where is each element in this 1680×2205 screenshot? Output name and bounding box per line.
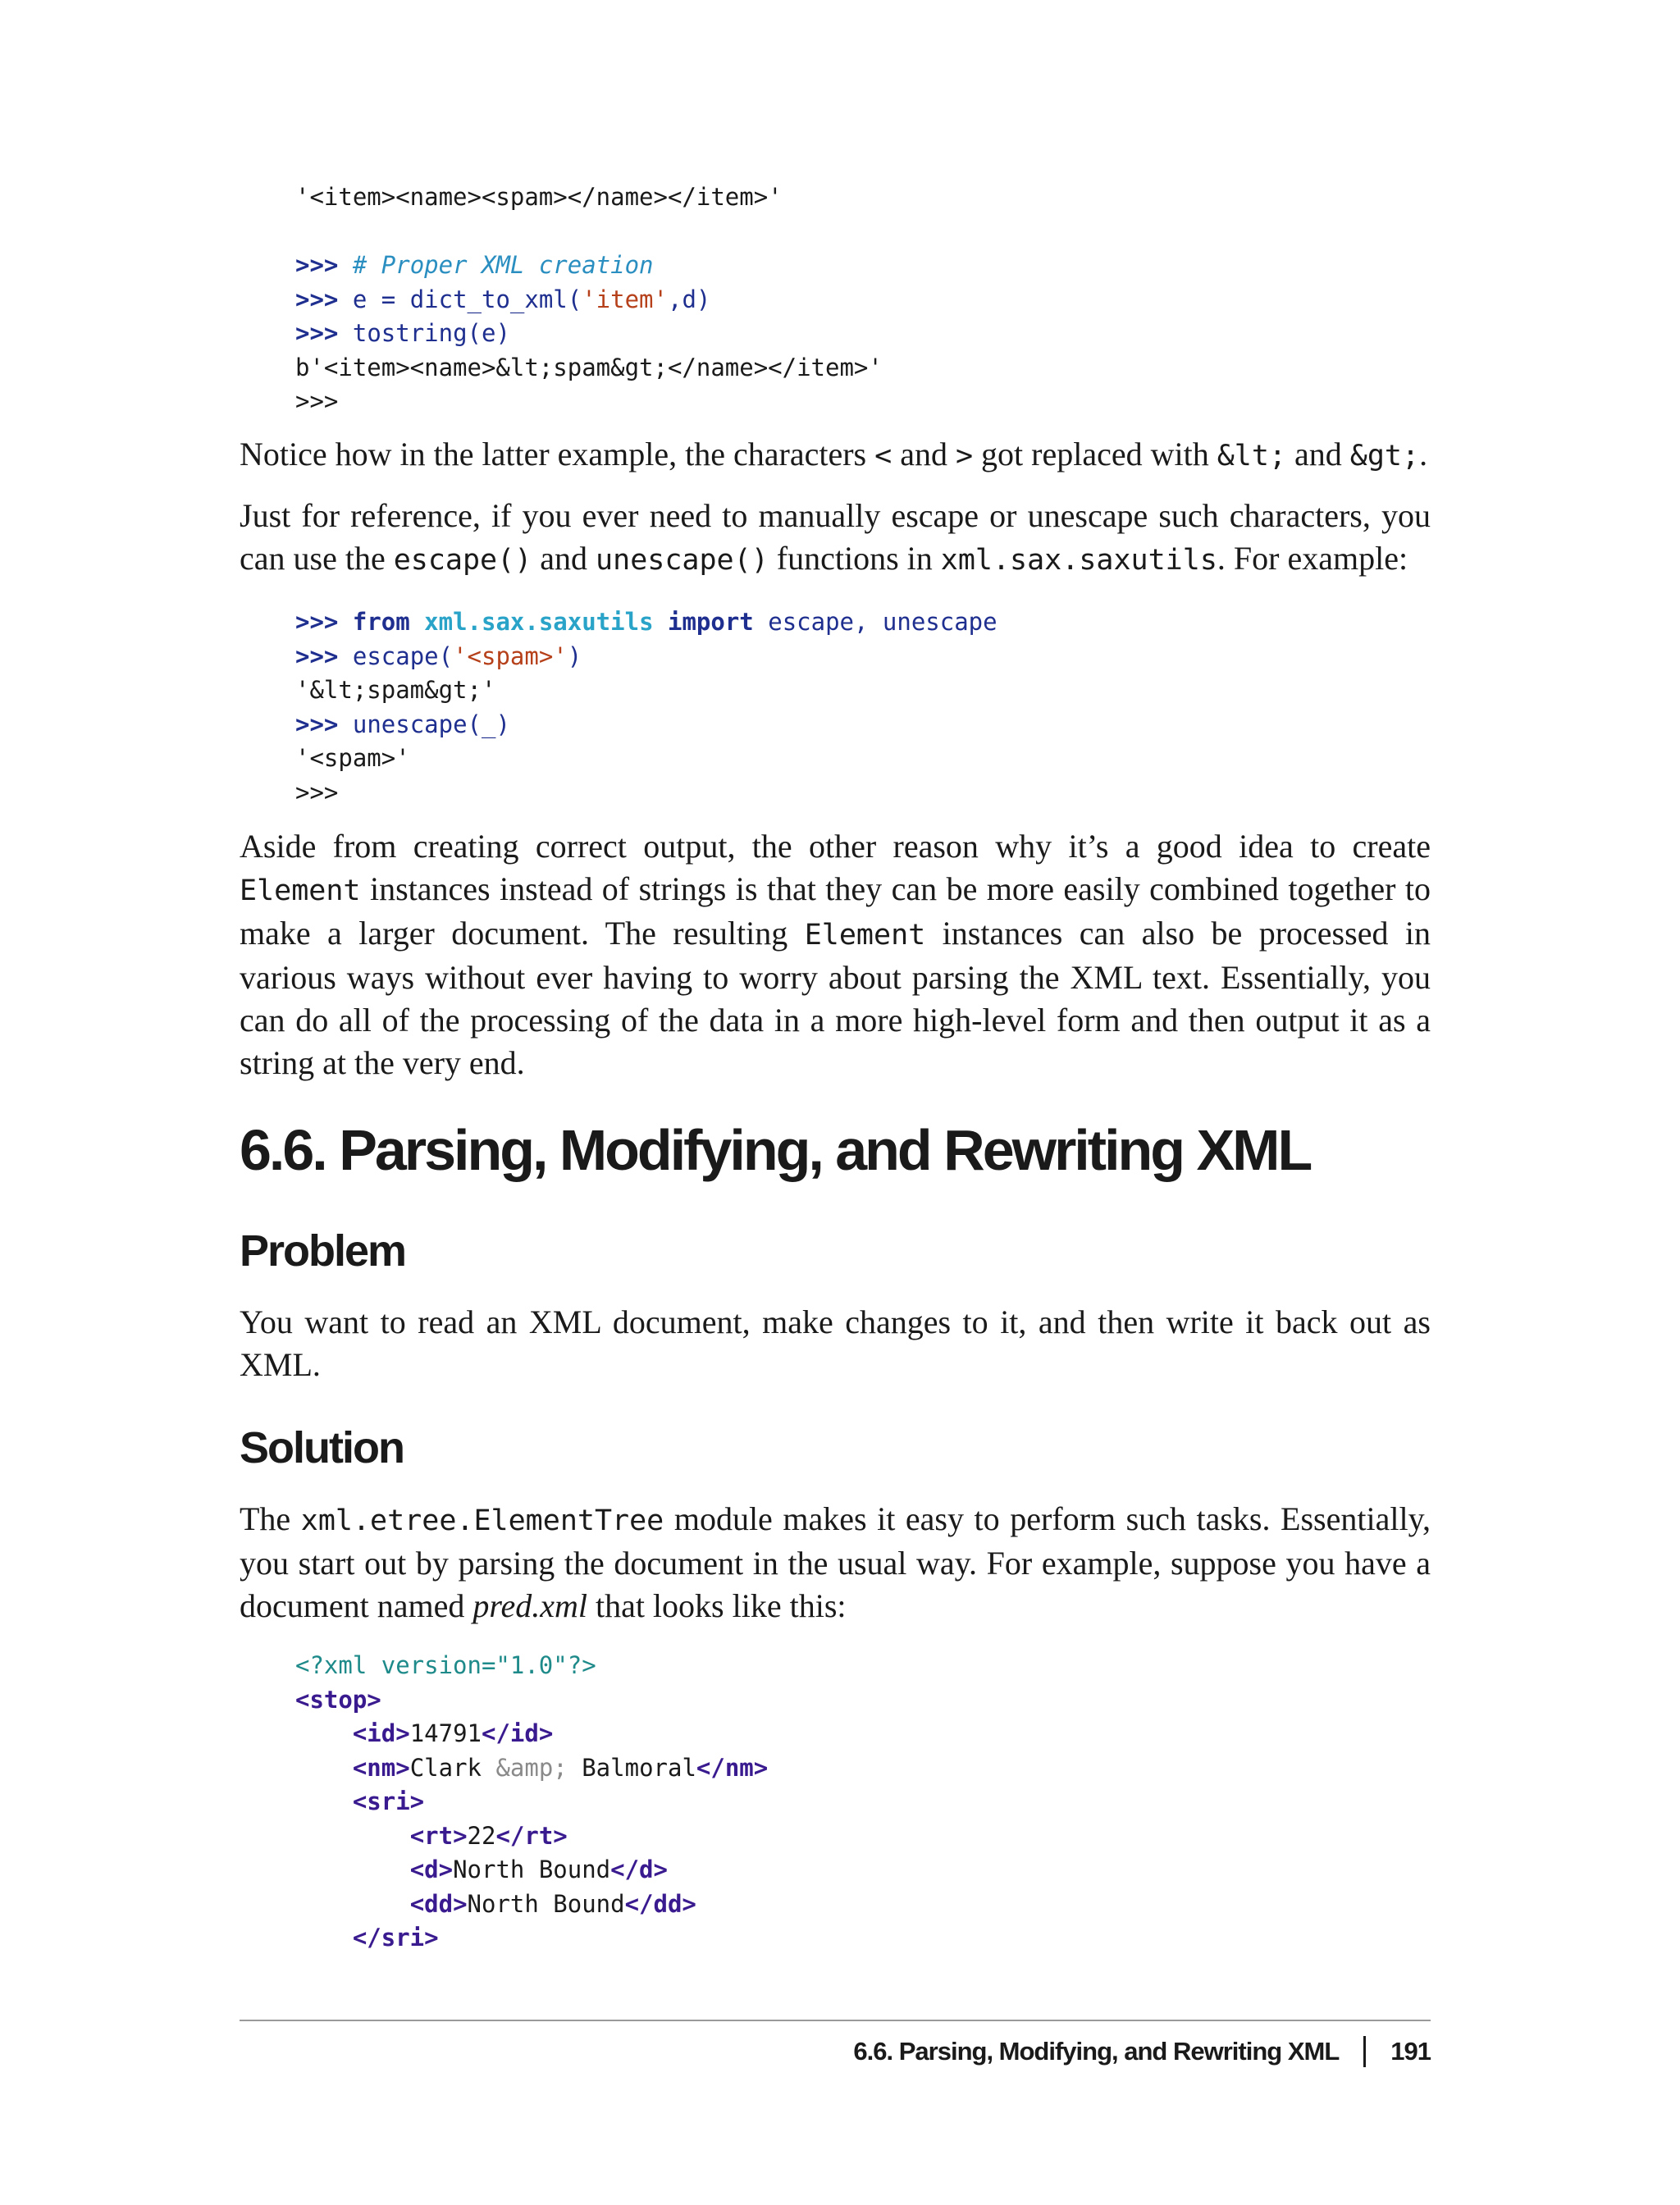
code-line xyxy=(295,1649,768,1683)
xml-text: North Bound xyxy=(467,1889,625,1918)
code-line: '<item><name><spam></name></item>' xyxy=(295,183,783,211)
text: and xyxy=(1286,436,1350,472)
xml-tag: <id> xyxy=(352,1719,410,1747)
prompt: >>> xyxy=(295,710,339,738)
xml-text: Balmoral xyxy=(567,1753,696,1782)
prompt: >>> xyxy=(295,641,339,670)
problem-heading: Problem xyxy=(240,1226,406,1276)
xml-entity: &amp; xyxy=(495,1753,568,1782)
page-number: 191 xyxy=(1390,2037,1431,2066)
code-text: e = dict_to_xml( xyxy=(352,285,582,313)
footer-divider xyxy=(240,2020,1431,2021)
code-line xyxy=(295,249,883,283)
code-line xyxy=(295,1751,768,1786)
problem-text: You want to read an XML document, make changes to it, and then write it back out as XML. xyxy=(240,1303,1431,1383)
inline-code: Element xyxy=(240,874,361,907)
code-line xyxy=(295,1921,768,1956)
code-line xyxy=(295,708,998,742)
code-keyword: from xyxy=(352,608,410,636)
solution-text xyxy=(240,1498,1431,1628)
xml-tag: </nm> xyxy=(696,1753,769,1782)
xml-tag: <stop> xyxy=(295,1685,381,1714)
xml-text: 14791 xyxy=(409,1719,482,1747)
code-line: '&lt;spam&gt;' xyxy=(295,676,496,704)
text: instances can also be processed in various ways without ever having to worry about parsing the XML text. Essentially, you can do all of the processing of the data in a more high-level form and then output it as a string at the very end. xyxy=(240,915,1431,1081)
code-keyword: import xyxy=(668,608,754,636)
code-string: '<spam>' xyxy=(453,641,568,670)
xml-declaration: <?xml version="1.0"?> xyxy=(295,1651,596,1679)
code-block-escape-example xyxy=(295,605,998,810)
xml-text: North Bound xyxy=(453,1856,611,1883)
inline-code: xml.etree.ElementTree xyxy=(300,1504,664,1537)
text: Notice how in the latter example, the characters xyxy=(240,436,875,472)
code-line xyxy=(295,1853,768,1888)
paragraph-escape-notice xyxy=(240,433,1431,477)
xml-tag: <d> xyxy=(409,1856,454,1883)
inline-code: &gt; xyxy=(1349,440,1420,472)
prompt: >>> xyxy=(295,608,339,636)
text: Just for reference, if you ever need to manually escape or unescape such characters, you can use the xyxy=(240,497,1431,577)
paragraph-element-benefits xyxy=(240,825,1431,1084)
code-line xyxy=(295,1717,768,1751)
inline-code: > xyxy=(955,440,974,472)
prompt: >>> xyxy=(295,319,339,347)
code-line xyxy=(295,317,883,351)
prompt: >>> xyxy=(295,251,339,279)
text: instances instead of strings is that they can be more easily combined together to make a larger document. The resulting xyxy=(240,870,1431,952)
code-block-pred-xml xyxy=(295,1649,768,1956)
prompt: >>> xyxy=(295,285,339,313)
code-text: ,d) xyxy=(667,285,711,313)
code-line: b'<item><name>&lt;spam&gt;</name></item>' xyxy=(295,353,883,381)
text: . xyxy=(1419,436,1428,472)
xml-tag: </sri> xyxy=(352,1924,439,1952)
xml-tag: <dd> xyxy=(409,1889,468,1918)
code-line xyxy=(295,1785,768,1819)
filename: pred.xml xyxy=(472,1587,587,1624)
text: . For example: xyxy=(1217,540,1408,577)
xml-tag: <sri> xyxy=(352,1787,425,1815)
code-text: tostring(e) xyxy=(352,319,510,347)
inline-code: xml.sax.saxutils xyxy=(940,544,1217,577)
code-line xyxy=(295,605,998,640)
xml-tag: </d> xyxy=(610,1856,668,1883)
text: module makes it easy to perform such tasks. Essentially, you start out by parsing the document in the usual way. For example, suppose you have a document named xyxy=(240,1500,1431,1624)
code-line: '<spam>' xyxy=(295,744,410,772)
code-text: ) xyxy=(567,641,582,670)
code-line xyxy=(295,1683,768,1718)
text: The xyxy=(240,1500,301,1537)
code-comment: # Proper XML creation xyxy=(352,251,654,279)
paragraph-escape-reference xyxy=(240,495,1431,582)
xml-tag: <nm> xyxy=(352,1753,410,1782)
footer-separator xyxy=(1363,2036,1366,2067)
code-line xyxy=(295,1888,768,1922)
inline-code: < xyxy=(874,440,892,472)
text: got replaced with xyxy=(973,436,1217,472)
inline-code: unescape() xyxy=(596,544,769,577)
code-module: xml.sax.saxutils xyxy=(424,608,654,636)
text: and xyxy=(532,540,596,577)
code-text: unescape(_) xyxy=(352,710,510,738)
code-string: 'item' xyxy=(582,285,668,313)
text: functions in xyxy=(768,540,941,577)
code-line-blank xyxy=(295,215,883,249)
code-line xyxy=(295,1819,768,1854)
solution-heading: Solution xyxy=(240,1423,404,1472)
xml-tag: </id> xyxy=(482,1719,554,1747)
xml-text: 22 xyxy=(467,1821,496,1850)
code-line xyxy=(295,283,883,317)
code-line xyxy=(295,640,998,674)
footer-section-title: 6.6. Parsing, Modifying, and Rewriting XML xyxy=(853,2037,1340,2066)
xml-tag: </rt> xyxy=(495,1821,568,1850)
code-line: >>> xyxy=(295,387,339,415)
code-text: escape( xyxy=(352,641,454,670)
text: and xyxy=(892,436,956,472)
code-block-xml-output xyxy=(295,180,883,419)
inline-code: escape() xyxy=(393,544,532,577)
inline-code: Element xyxy=(804,919,926,952)
section-title: 6.6. Parsing, Modifying, and Rewriting XML xyxy=(240,1118,1311,1182)
page-footer xyxy=(853,2036,1431,2067)
code-text: escape, unescape xyxy=(768,608,998,636)
xml-tag: </dd> xyxy=(624,1889,696,1918)
text: that looks like this: xyxy=(587,1587,847,1624)
text: Aside from creating correct output, the other reason why it’s a good idea to create xyxy=(240,828,1431,865)
xml-tag: <rt> xyxy=(409,1821,468,1850)
code-line: >>> xyxy=(295,778,339,806)
inline-code: &lt; xyxy=(1217,440,1287,472)
xml-text: Clark xyxy=(409,1753,496,1782)
